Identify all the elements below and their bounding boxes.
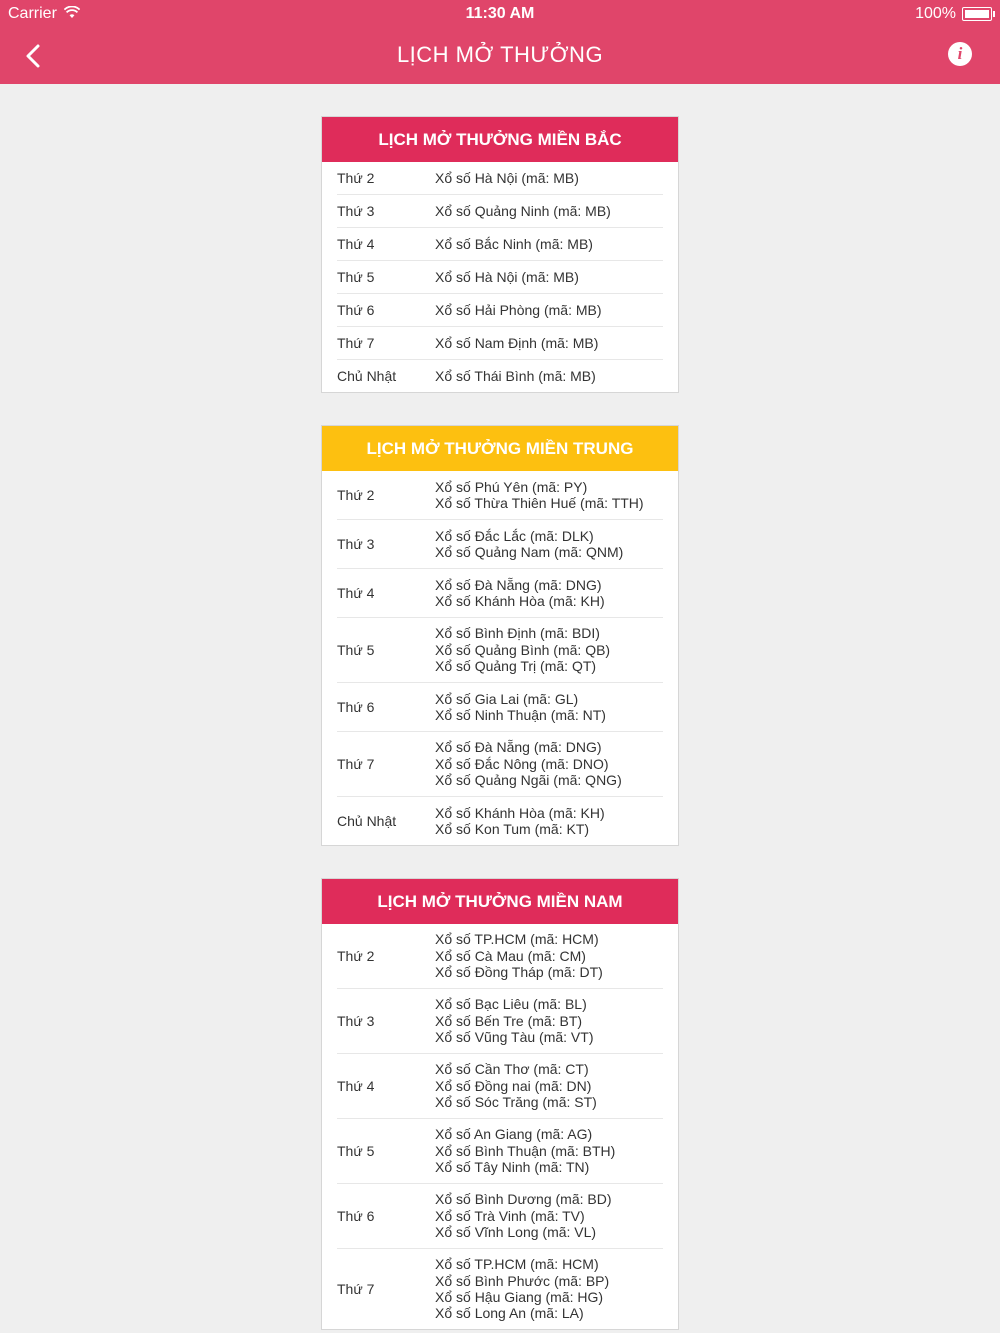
lottery-name: Xổ số Đồng nai (mã: DN): [435, 1077, 592, 1094]
schedule-row: [337, 569, 663, 618]
schedule-row: [337, 732, 663, 797]
lottery-list: [435, 805, 663, 838]
lottery-name: Xổ số Khánh Hòa (mã: KH): [435, 593, 605, 609]
lottery-name: Xổ số Bến Tre (mã: BT): [435, 1012, 583, 1029]
battery-icon: [962, 7, 992, 21]
lottery-name: Xổ số Bạc Liêu (mã: BL): [435, 996, 587, 1013]
lottery-name: Xổ số Sóc Trăng (mã: ST): [435, 1094, 597, 1111]
lottery-list: [435, 1126, 663, 1175]
page-title: LỊCH MỞ THƯỞNG: [396, 42, 604, 67]
lottery-name: Xổ số Thái Bình (mã: MB): [435, 367, 596, 384]
schedule-row: [337, 471, 663, 520]
lottery-name: Xổ số Cà Mau (mã: CM): [435, 947, 586, 964]
schedule-card: [321, 116, 679, 393]
draw-day: Thứ 2: [337, 170, 375, 186]
schedule-card: [321, 878, 679, 1330]
schedule-row: [337, 1249, 663, 1329]
draw-day: Thứ 4: [337, 1078, 375, 1094]
schedule-row: [337, 1184, 663, 1249]
lottery-name: Xổ số Khánh Hòa (mã: KH): [435, 804, 605, 821]
card-header: LỊCH MỞ THƯỞNG MIỀN TRUNG: [322, 426, 678, 471]
draw-day: Thứ 2: [337, 948, 375, 964]
draw-day: Chủ Nhật: [337, 813, 397, 829]
status-bar: [0, 0, 1000, 28]
schedule-row: [337, 683, 663, 732]
schedule-row: [337, 360, 663, 392]
schedule-card: [321, 425, 679, 846]
card-header: LỊCH MỞ THƯỞNG MIỀN BẮC: [322, 117, 678, 162]
card-rows: [322, 924, 678, 1329]
draw-day: Thứ 3: [337, 203, 375, 219]
draw-day: Thứ 5: [337, 642, 375, 658]
schedule-row: [337, 195, 663, 228]
schedule-row: [337, 294, 663, 327]
lottery-list: [435, 302, 663, 318]
lottery-list: [435, 739, 663, 788]
lottery-name: Xổ số Đắc Lắc (mã: DLK): [435, 527, 594, 544]
lottery-name: Xổ số Ninh Thuận (mã: NT): [435, 707, 606, 723]
lottery-name: Xổ số TP.HCM (mã: HCM): [435, 931, 599, 948]
battery-percent: 100%: [915, 5, 956, 22]
lottery-name: Xổ số Bắc Ninh (mã: MB): [435, 235, 593, 252]
draw-day: Thứ 7: [337, 756, 375, 772]
lottery-name: Xổ số Đắc Nông (mã: DNO): [435, 755, 609, 772]
lottery-list: [435, 1256, 663, 1322]
schedule-row: [337, 228, 663, 261]
lottery-name: Xổ số Bình Định (mã: BDI): [435, 625, 600, 642]
lottery-name: Xổ số Tây Ninh (mã: TN): [435, 1159, 590, 1176]
lottery-name: Xổ số Kon Tum (mã: KT): [435, 821, 590, 837]
draw-day: Thứ 4: [337, 585, 375, 601]
draw-day: Thứ 3: [337, 1013, 375, 1029]
lottery-name: Xổ số Hải Phòng (mã: MB): [435, 301, 602, 318]
lottery-name: Xổ số Quảng Trị (mã: QT): [435, 658, 597, 675]
schedule-row: [337, 261, 663, 294]
schedule-row: [337, 924, 663, 989]
lottery-name: Xổ số Hậu Giang (mã: HG): [435, 1289, 604, 1305]
lottery-list: [435, 931, 663, 980]
lottery-name: Xổ số Long An (mã: LA): [435, 1305, 584, 1322]
draw-day: Thứ 6: [337, 302, 375, 318]
lottery-list: [435, 528, 663, 561]
card-header: LỊCH MỞ THƯỞNG MIỀN NAM: [322, 879, 678, 924]
draw-day: Thứ 2: [337, 487, 375, 503]
lottery-list: [435, 691, 663, 724]
lottery-name: Xổ số Cần Thơ (mã: CT): [435, 1061, 589, 1078]
draw-day: Thứ 5: [337, 269, 375, 285]
lottery-name: Xổ số Đà Nẵng (mã: DNG): [435, 739, 602, 756]
lottery-name: Xổ số Bình Dương (mã: BD): [435, 1191, 612, 1208]
lottery-name: Xổ số Phú Yên (mã: PY): [435, 478, 588, 495]
lottery-name: Xổ số Hà Nội (mã: MB): [435, 268, 579, 285]
lottery-name: Xổ số An Giang (mã: AG): [435, 1126, 593, 1143]
lottery-list: [435, 996, 663, 1045]
draw-day: Thứ 6: [337, 699, 375, 715]
lottery-list: [435, 625, 663, 674]
lottery-name: Xổ số Đồng Tháp (mã: DT): [435, 964, 603, 981]
schedule-row: [337, 520, 663, 569]
lottery-name: Xổ số Đà Nẵng (mã: DNG): [435, 576, 602, 593]
lottery-list: [435, 269, 663, 285]
draw-day: Thứ 7: [337, 1281, 375, 1297]
lottery-name: Xổ số Quảng Nam (mã: QNM): [435, 544, 624, 560]
lottery-name: Xổ số Quảng Ninh (mã: MB): [435, 202, 611, 219]
schedule-row: [337, 162, 663, 195]
lottery-name: Xổ số Trà Vinh (mã: TV): [435, 1207, 585, 1224]
top-bar: [0, 0, 1000, 84]
lottery-list: [435, 1191, 663, 1240]
draw-day: Thứ 4: [337, 236, 375, 252]
nav-bar: [0, 28, 1000, 84]
card-rows: [322, 471, 678, 845]
lottery-name: Xổ số Quảng Bình (mã: QB): [435, 641, 611, 658]
lottery-list: [435, 203, 663, 219]
lottery-name: Xổ số Gia Lai (mã: GL): [435, 690, 579, 707]
lottery-name: Xổ số TP.HCM (mã: HCM): [435, 1256, 599, 1273]
carrier-label: Carrier: [8, 5, 57, 22]
lottery-name: Xổ số Bình Thuận (mã: BTH): [435, 1142, 616, 1159]
info-icon[interactable]: i: [948, 42, 972, 66]
schedule-row: [337, 989, 663, 1054]
schedule-row: [337, 1054, 663, 1119]
lottery-list: [435, 236, 663, 252]
draw-day: Chủ Nhật: [337, 368, 397, 384]
lottery-name: Xổ số Vũng Tàu (mã: VT): [435, 1029, 594, 1046]
draw-day: Thứ 6: [337, 1208, 375, 1224]
lottery-name: Xổ số Thừa Thiên Huế (mã: TTH): [435, 495, 644, 511]
draw-day: Thứ 3: [337, 536, 375, 552]
lottery-list: [435, 479, 663, 512]
draw-day: Thứ 7: [337, 335, 375, 351]
card-rows: [322, 162, 678, 392]
status-time: 11:30 AM: [465, 5, 535, 22]
schedule-row: [337, 327, 663, 360]
lottery-list: [435, 577, 663, 610]
lottery-list: [435, 170, 663, 186]
lottery-list: [435, 1061, 663, 1110]
lottery-name: Xổ số Vĩnh Long (mã: VL): [435, 1224, 597, 1241]
lottery-name: Xổ số Quảng Ngãi (mã: QNG): [435, 772, 622, 789]
lottery-list: [435, 368, 663, 384]
lottery-list: [435, 335, 663, 351]
schedule-row: [337, 618, 663, 683]
draw-day: Thứ 5: [337, 1143, 375, 1159]
schedule-row: [337, 1119, 663, 1184]
lottery-name: Xổ số Hà Nội (mã: MB): [435, 169, 579, 186]
lottery-name: Xổ số Nam Định (mã: MB): [435, 334, 599, 351]
schedule-row: [337, 797, 663, 845]
lottery-name: Xổ số Bình Phước (mã: BP): [435, 1272, 610, 1289]
